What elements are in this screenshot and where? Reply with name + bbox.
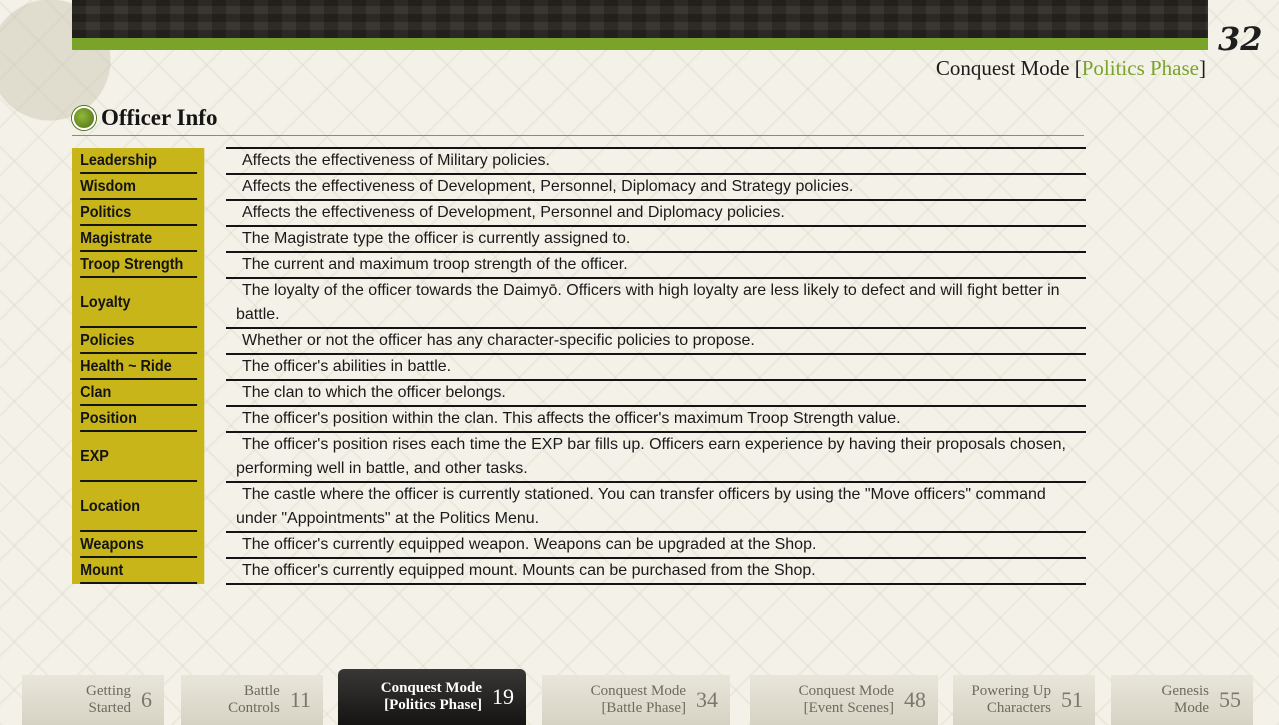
row-label-cell xyxy=(72,354,204,380)
table-row xyxy=(72,532,1086,558)
nav-tab-page: 55 xyxy=(1219,687,1241,712)
row-gap xyxy=(219,252,226,278)
row-gap xyxy=(219,328,226,354)
row-description-text: The loyalty of the officer towards the Daimyō. Officers with high loyalty are less likely to defect and will fight better in battle. xyxy=(236,282,1060,323)
table-row xyxy=(72,252,1086,278)
row-gap xyxy=(219,532,226,558)
row-label: Mount xyxy=(80,558,197,584)
table-row xyxy=(72,406,1086,432)
row-label: Leadership xyxy=(80,148,197,174)
row-label-cell xyxy=(72,432,204,482)
nav-tab-genesis-mode[interactable] xyxy=(1111,675,1253,725)
row-label: Politics xyxy=(80,200,197,226)
row-label: Health ~ Ride xyxy=(80,354,197,380)
nav-tab-page: 34 xyxy=(696,687,718,712)
row-description-text: Affects the effectiveness of Military policies. xyxy=(242,152,550,169)
nav-tab-page: 48 xyxy=(904,687,926,712)
row-label: Clan xyxy=(80,380,197,406)
footer-nav xyxy=(0,669,1279,725)
nav-tab-page: 11 xyxy=(289,687,311,712)
table-row xyxy=(72,200,1086,226)
nav-tab-page: 51 xyxy=(1061,687,1083,712)
table-row xyxy=(72,226,1086,252)
row-description xyxy=(226,148,1086,174)
table-row xyxy=(72,482,1086,532)
row-label-cell xyxy=(72,200,204,226)
row-description-text: The officer's currently equipped mount. Mounts can be purchased from the Shop. xyxy=(242,562,816,579)
row-label-cell xyxy=(72,406,204,432)
row-gap xyxy=(219,432,226,482)
nav-tab-battle-controls[interactable] xyxy=(181,675,323,725)
nav-tab-label: Conquest Mode [Politics Phase] xyxy=(380,680,482,713)
table-row xyxy=(72,328,1086,354)
row-description xyxy=(226,558,1086,584)
row-description xyxy=(226,200,1086,226)
row-description-text: The Magistrate type the officer is currently assigned to. xyxy=(242,230,631,247)
row-description xyxy=(226,380,1086,406)
row-gap xyxy=(219,558,226,584)
nav-tab-conquest-battle[interactable] xyxy=(542,675,730,725)
section-heading xyxy=(72,101,1084,136)
table-row xyxy=(72,380,1086,406)
table-row xyxy=(72,278,1086,328)
row-description xyxy=(226,406,1086,432)
nav-tab-label: Conquest Mode [Battle Phase] xyxy=(590,683,686,716)
row-gap xyxy=(219,354,226,380)
row-gap xyxy=(219,406,226,432)
row-description-text: The officer's currently equipped weapon. Weapons can be upgraded at the Shop. xyxy=(242,536,817,553)
row-label-cell xyxy=(72,328,204,354)
row-description xyxy=(226,354,1086,380)
header-banner xyxy=(72,0,1208,38)
row-description-text: Affects the effectiveness of Development, Personnel and Diplomacy policies. xyxy=(242,204,785,221)
row-description xyxy=(226,532,1086,558)
row-description-text: The castle where the officer is currently stationed. You can transfer officers by using the "Move officers" command under "Appointments" at the Politics Menu. xyxy=(236,486,1046,527)
table-row xyxy=(72,558,1086,584)
row-label-cell xyxy=(72,174,204,200)
nav-tab-label: Getting Started xyxy=(86,683,131,716)
row-description xyxy=(226,432,1086,482)
table-row xyxy=(72,174,1086,200)
row-gap xyxy=(219,226,226,252)
table-row xyxy=(72,354,1086,380)
row-description-text: The officer's position rises each time the EXP bar fills up. Officers earn experience by having their proposals chosen, performing well in battle, and other tasks. xyxy=(236,436,1066,477)
row-label: Weapons xyxy=(80,532,197,558)
row-description-text: Affects the effectiveness of Development, Personnel, Diplomacy and Strategy policies. xyxy=(242,178,854,195)
section-title: Officer Info xyxy=(101,105,218,130)
table-row xyxy=(72,148,1086,174)
nav-tab-page: 19 xyxy=(492,684,514,709)
nav-tab-conquest-politics[interactable] xyxy=(338,669,526,725)
row-label: Wisdom xyxy=(80,174,197,200)
row-gap xyxy=(219,482,226,532)
row-label-cell xyxy=(72,532,204,558)
row-gap xyxy=(219,148,226,174)
bullet-icon xyxy=(72,106,96,130)
row-label-cell xyxy=(72,558,204,584)
row-gap xyxy=(219,380,226,406)
row-label: Magistrate xyxy=(80,226,197,252)
officer-info-table xyxy=(72,147,1086,585)
row-description xyxy=(226,174,1086,200)
row-description-text: The current and maximum troop strength of the officer. xyxy=(242,256,628,273)
nav-tab-page: 6 xyxy=(141,687,152,712)
chapter-title xyxy=(936,56,1206,82)
row-description xyxy=(226,278,1086,328)
nav-tab-powering-up[interactable] xyxy=(953,675,1095,725)
row-gap xyxy=(219,200,226,226)
row-label: Loyalty xyxy=(80,278,197,328)
nav-tab-label: Powering Up Characters xyxy=(971,683,1051,716)
row-label: Policies xyxy=(80,328,197,354)
row-gap xyxy=(219,174,226,200)
row-label-cell xyxy=(72,482,204,532)
nav-tab-label: Battle Controls xyxy=(228,683,280,716)
chapter-title-main: Conquest Mode xyxy=(935,56,1070,80)
chapter-subtitle-wrap: [Politics Phase] xyxy=(1074,56,1206,80)
row-description xyxy=(226,328,1086,354)
chapter-subtitle: Politics Phase xyxy=(1081,56,1199,80)
row-label-cell xyxy=(72,148,204,174)
table-row xyxy=(72,432,1086,482)
row-label: Troop Strength xyxy=(80,252,197,278)
row-description-text: The officer's abilities in battle. xyxy=(242,358,452,375)
row-label: Location xyxy=(80,482,197,532)
row-label-cell xyxy=(72,226,204,252)
nav-tab-getting-started[interactable] xyxy=(22,675,164,725)
row-description xyxy=(226,482,1086,532)
nav-tab-label: Conquest Mode [Event Scenes] xyxy=(798,683,894,716)
row-label-cell xyxy=(72,252,204,278)
row-label: Position xyxy=(80,406,197,432)
header-stripe xyxy=(72,38,1208,50)
page-number: 32 xyxy=(1218,20,1263,58)
nav-tab-label: Genesis Mode xyxy=(1161,683,1209,716)
row-description-text: The officer's position within the clan. This affects the officer's maximum Troop Strength value. xyxy=(242,410,901,427)
nav-tab-conquest-events[interactable] xyxy=(750,675,938,725)
row-gap xyxy=(219,278,226,328)
row-description-text: Whether or not the officer has any character-specific policies to propose. xyxy=(242,332,755,349)
row-label: EXP xyxy=(80,432,197,482)
row-description xyxy=(226,252,1086,278)
row-description-text: The clan to which the officer belongs. xyxy=(242,384,506,401)
row-label-cell xyxy=(72,278,204,328)
row-label-cell xyxy=(72,380,204,406)
row-description xyxy=(226,226,1086,252)
